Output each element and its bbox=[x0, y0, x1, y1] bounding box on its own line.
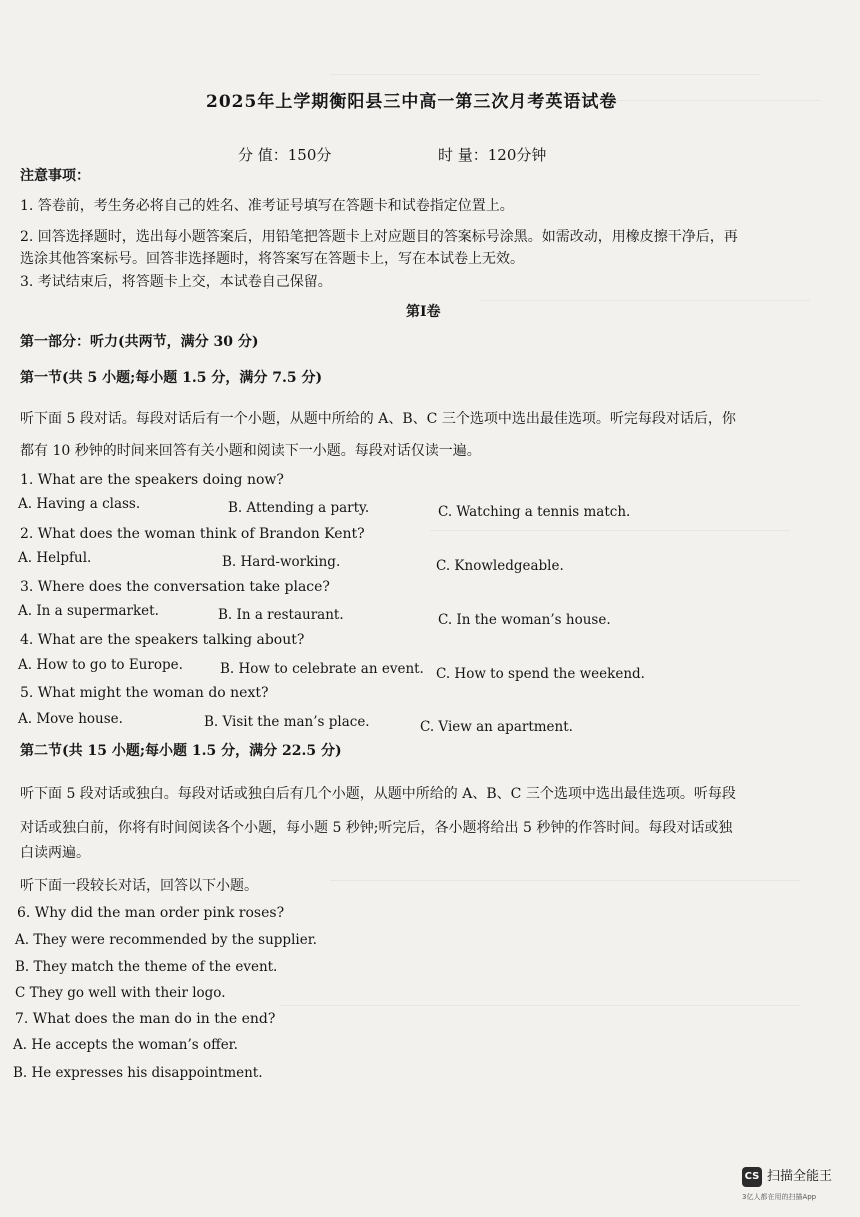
option-a: A. In a supermarket. bbox=[18, 603, 159, 619]
option-b: B. He expresses his disappointment. bbox=[13, 1065, 263, 1081]
section1-heading: 第一节(共 5 小题;每小题 1.5 分，满分 7.5 分) bbox=[20, 370, 323, 386]
option-b: B. Visit the man’s place. bbox=[204, 714, 370, 730]
option-c: C. How to spend the weekend. bbox=[436, 666, 645, 682]
camscanner-logo: CS bbox=[742, 1167, 762, 1187]
section1-instruction: 听下面 5 段对话。每段对话后有一个小题，从题中所给的 A、B、C 三个选项中选出最佳选项。听完每段对话后，你 bbox=[20, 411, 736, 427]
exam-title: 2025年上学期衡阳县三中高一第三次月考英语试卷 bbox=[206, 92, 618, 112]
question-6: 6. Why did the man order pink roses? bbox=[17, 905, 285, 921]
option-a: A. How to go to Europe. bbox=[18, 657, 183, 673]
exam-time: 时 量：120分钟 bbox=[438, 146, 547, 164]
notes-item: 2. 回答选择题时，选出每小题答案后，用铅笔把答题卡上对应题目的答案标号涂黑。如需改动，用橡皮擦干净后，再 bbox=[20, 229, 738, 245]
section2-heading: 第二节(共 15 小题;每小题 1.5 分，满分 22.5 分) bbox=[20, 743, 342, 759]
option-b: B. Attending a party. bbox=[228, 500, 370, 516]
option-a: A. Having a class. bbox=[18, 496, 141, 512]
camscanner-name: 扫描全能王 bbox=[767, 1169, 833, 1184]
section2-instruction: 白读两遍。 bbox=[20, 845, 90, 861]
option-c: C They go well with their logo. bbox=[15, 985, 226, 1001]
section1-instruction: 都有 10 秒钟的时间来回答有关小题和阅读下一小题。每段对话仅读一遍。 bbox=[20, 443, 481, 459]
bleed-line bbox=[330, 74, 760, 75]
option-a: A. Move house. bbox=[18, 711, 123, 727]
option-b: B. In a restaurant. bbox=[218, 607, 344, 623]
option-a: A. Helpful. bbox=[18, 550, 92, 566]
notes-item: 选涂其他答案标号。回答非选择题时，将答案写在答题卡上，写在本试卷上无效。 bbox=[20, 251, 524, 267]
exam-score: 分 值：150分 bbox=[238, 146, 332, 164]
bleed-line bbox=[280, 1005, 800, 1006]
option-c: C. In the woman’s house. bbox=[438, 612, 611, 628]
camscanner-tagline: 3亿人都在用的扫描App bbox=[742, 1193, 817, 1201]
notes-item: 1. 答卷前，考生务必将自己的姓名、准考证号填写在答题卡和试卷指定位置上。 bbox=[20, 198, 514, 214]
bleed-line bbox=[330, 880, 800, 881]
volume-heading: 第Ⅰ卷 bbox=[406, 304, 441, 320]
option-c: C. View an apartment. bbox=[420, 719, 573, 735]
question-2: 2. What does the woman think of Brandon Kent? bbox=[20, 526, 365, 542]
option-c: C. Watching a tennis match. bbox=[438, 504, 631, 520]
option-a: A. They were recommended by the supplier. bbox=[15, 932, 317, 948]
question-1: 1. What are the speakers doing now? bbox=[20, 472, 284, 488]
question-4: 4. What are the speakers talking about? bbox=[20, 632, 305, 648]
question-5: 5. What might the woman do next? bbox=[20, 685, 269, 701]
option-a: A. He accepts the woman’s offer. bbox=[13, 1037, 238, 1053]
option-c: C. Knowledgeable. bbox=[436, 558, 564, 574]
bleed-line bbox=[430, 530, 790, 531]
bleed-line bbox=[480, 300, 810, 301]
notes-heading: 注意事项： bbox=[20, 168, 90, 184]
question-3: 3. Where does the conversation take place? bbox=[20, 579, 330, 595]
option-b: B. Hard-working. bbox=[222, 554, 341, 570]
part1-heading: 第一部分：听力(共两节，满分 30 分) bbox=[20, 334, 259, 350]
section2-lead: 听下面一段较长对话，回答以下小题。 bbox=[20, 878, 258, 894]
section2-instruction: 对话或独白前，你将有时间阅读各个小题，每小题 5 秒钟;听完后，各小题将给出 5 秒钟的作答时间。每段对话或独 bbox=[20, 820, 733, 836]
notes-item: 3. 考试结束后，将答题卡上交，本试卷自己保留。 bbox=[20, 274, 332, 290]
question-7: 7. What does the man do in the end? bbox=[15, 1011, 276, 1027]
option-b: B. They match the theme of the event. bbox=[15, 959, 278, 975]
option-b: B. How to celebrate an event. bbox=[220, 661, 424, 677]
section2-instruction: 听下面 5 段对话或独白。每段对话或独白后有几个小题，从题中所给的 A、B、C 三个选项中选出最佳选项。听每段 bbox=[20, 786, 736, 802]
